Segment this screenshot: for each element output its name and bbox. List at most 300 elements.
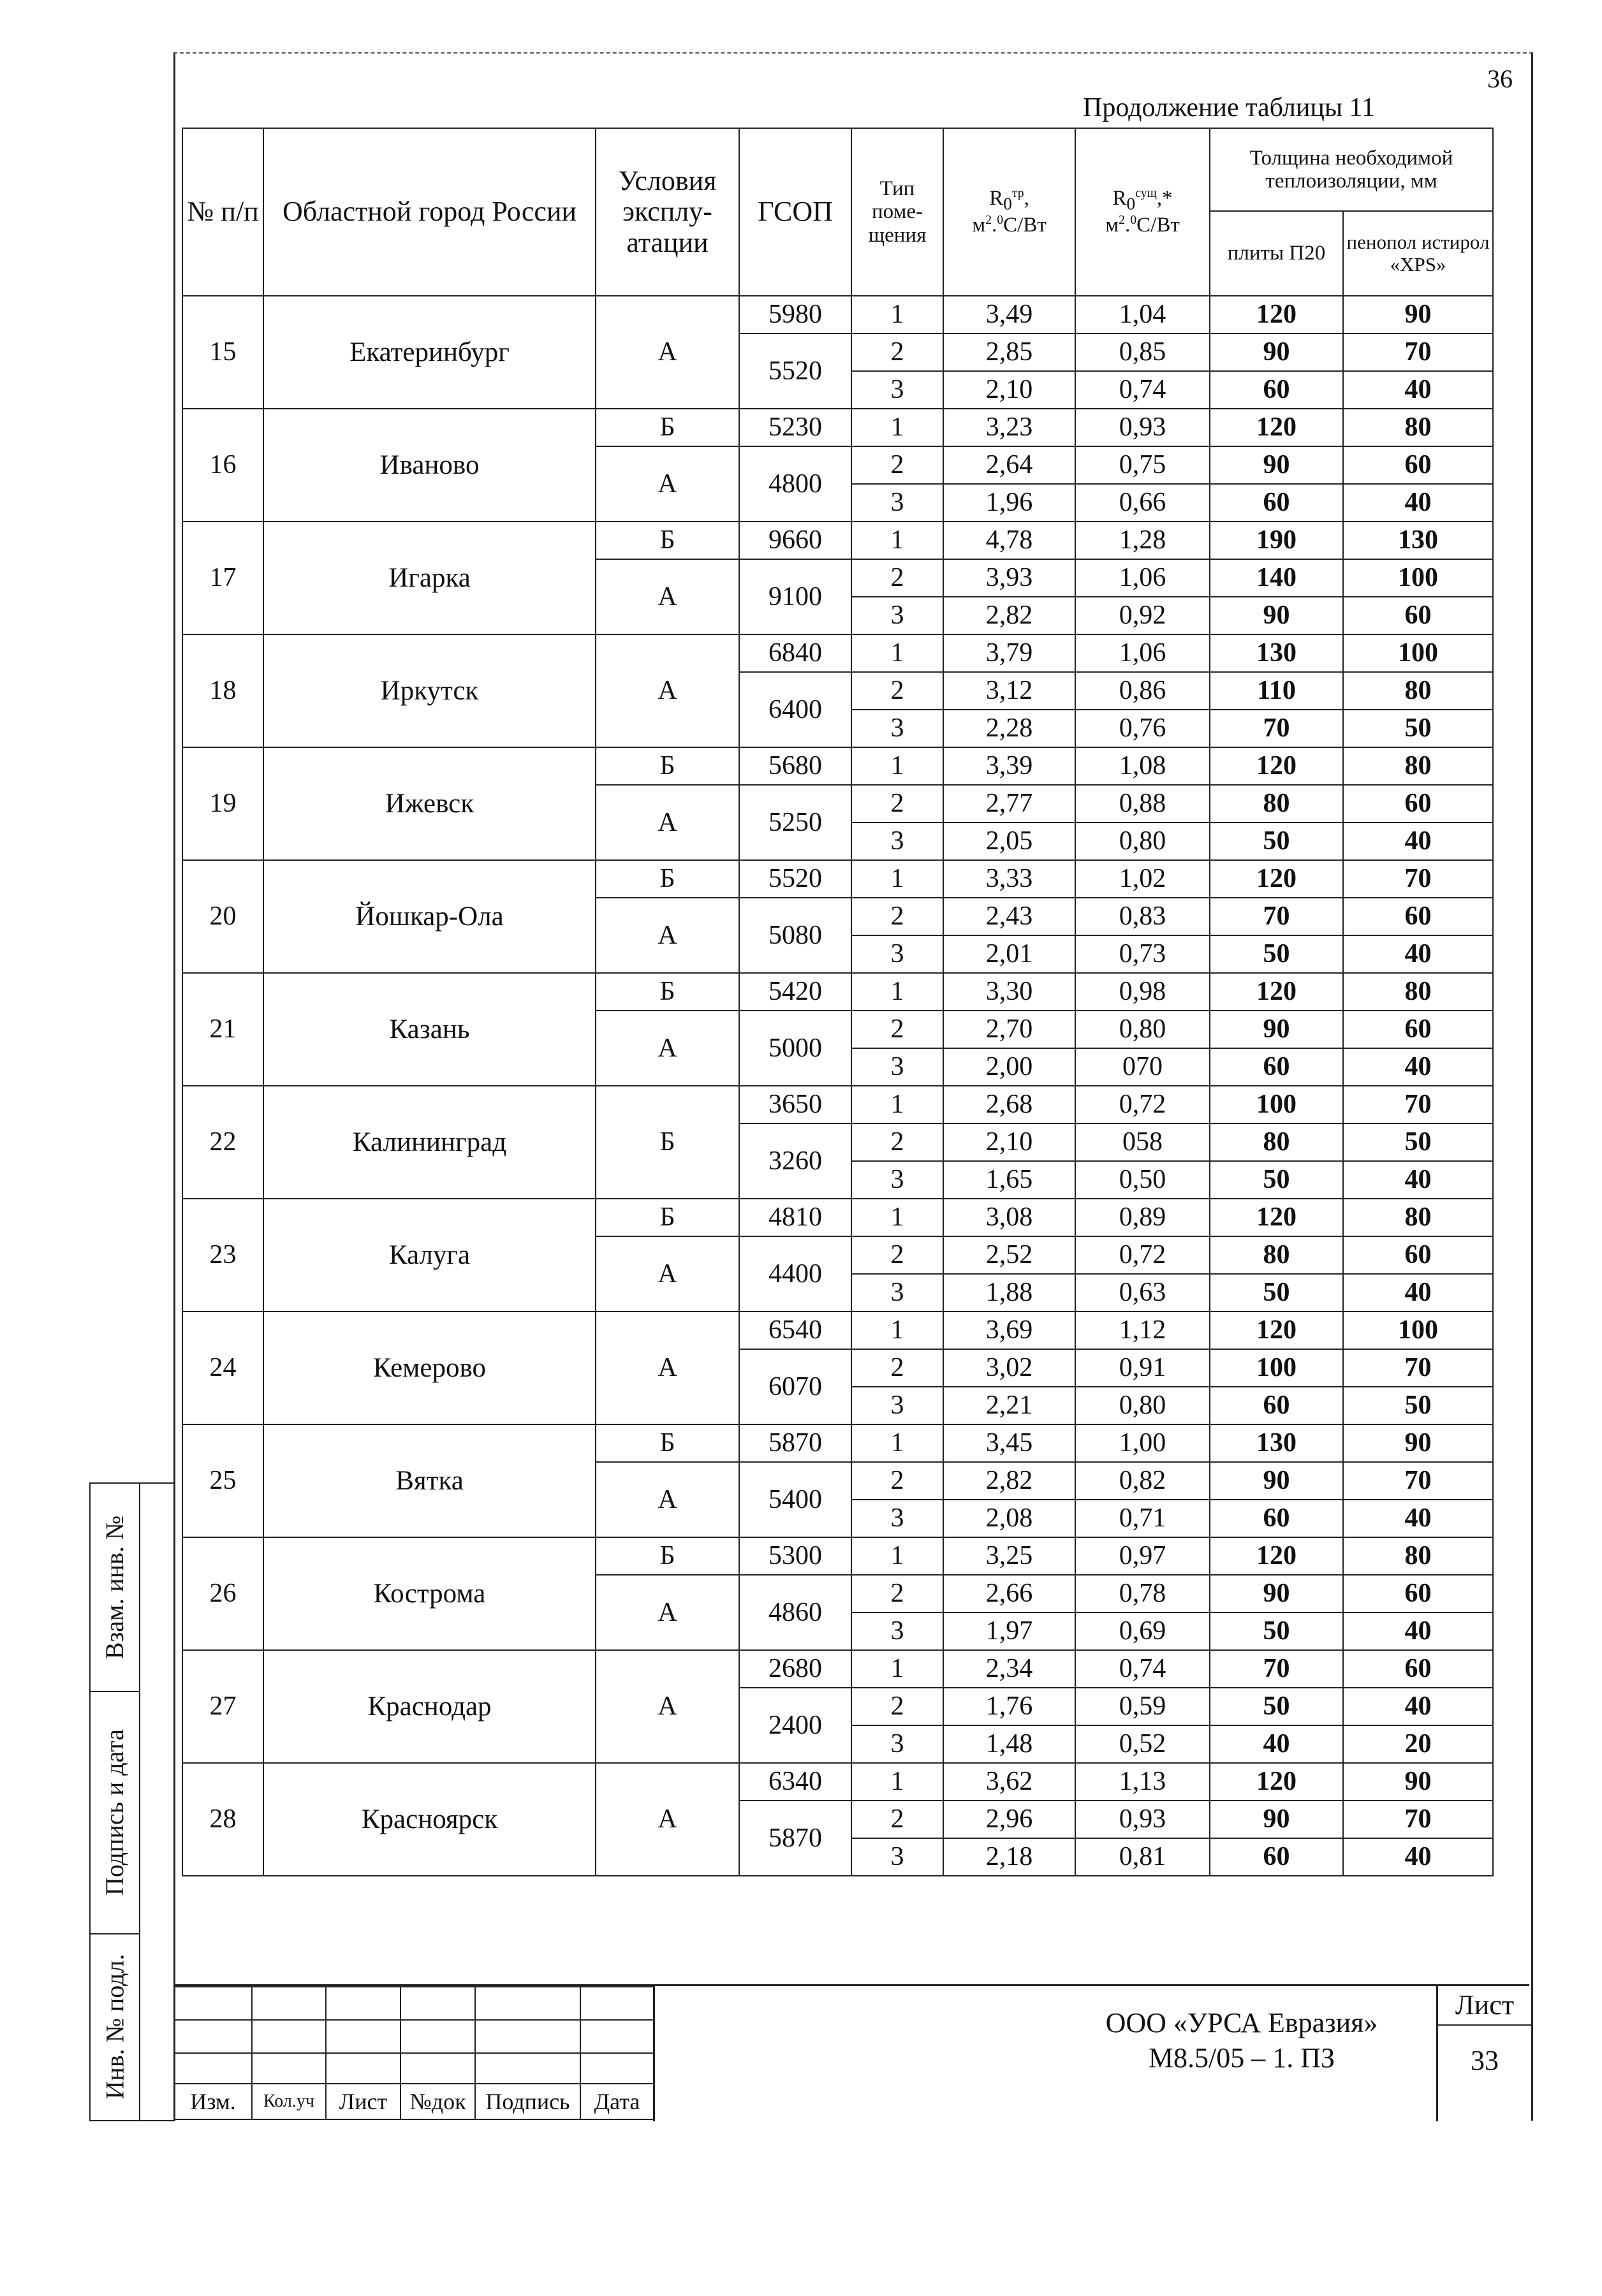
r-required: 1,65 <box>943 1161 1075 1199</box>
r-required: 2,52 <box>943 1236 1075 1274</box>
operating-conditions: А <box>596 446 739 522</box>
thickness-xps: 100 <box>1343 559 1493 597</box>
r-existing: 0,63 <box>1075 1274 1210 1312</box>
thickness-xps: 80 <box>1343 409 1493 446</box>
r-existing: 1,04 <box>1075 296 1210 333</box>
thickness-p20: 120 <box>1210 1537 1343 1575</box>
zam-inv-label: Взам. инв. № <box>100 1515 129 1660</box>
gsop-value: 5420 <box>739 973 851 1011</box>
thickness-xps: 60 <box>1343 1011 1493 1048</box>
r-existing: 0,75 <box>1075 446 1210 484</box>
gsop-value: 5000 <box>739 1011 851 1086</box>
thickness-xps: 80 <box>1343 747 1493 785</box>
thickness-p20: 90 <box>1210 1575 1343 1612</box>
row-number: 16 <box>182 409 263 522</box>
room-type: 3 <box>851 823 943 860</box>
thickness-xps: 60 <box>1343 1236 1493 1274</box>
thickness-p20: 80 <box>1210 1123 1343 1161</box>
room-type: 1 <box>851 1650 943 1688</box>
table-row <box>182 747 1493 785</box>
row-number: 18 <box>182 634 263 747</box>
table-row <box>182 1424 1493 1462</box>
header-conditions: Условия эксплу-атации <box>596 128 739 296</box>
sheet-label: Лист <box>1438 1986 1531 2026</box>
thickness-p20: 60 <box>1210 1048 1343 1086</box>
thickness-xps: 80 <box>1343 672 1493 710</box>
city-name: Игарка <box>263 522 596 634</box>
r-existing: 1,08 <box>1075 747 1210 785</box>
operating-conditions: Б <box>596 973 739 1011</box>
header-gsop: ГСОП <box>739 128 851 296</box>
table-row <box>182 296 1493 333</box>
header-xps: пенопол истирол «XPS» <box>1343 211 1493 296</box>
room-type: 3 <box>851 710 943 747</box>
thickness-xps: 70 <box>1343 860 1493 898</box>
thickness-p20: 120 <box>1210 1312 1343 1349</box>
thickness-p20: 60 <box>1210 1387 1343 1424</box>
table-row <box>182 522 1493 559</box>
top-sheet-number: 36 <box>1487 64 1513 93</box>
thickness-p20: 80 <box>1210 785 1343 823</box>
thickness-xps: 70 <box>1343 1801 1493 1838</box>
table-row <box>182 1763 1493 1801</box>
room-type: 3 <box>851 1725 943 1763</box>
r-existing: 0,93 <box>1075 409 1210 446</box>
operating-conditions: Б <box>596 409 739 446</box>
thickness-xps: 70 <box>1343 1462 1493 1500</box>
room-type: 1 <box>851 1086 943 1123</box>
room-type: 2 <box>851 1236 943 1274</box>
r-existing: 0,83 <box>1075 898 1210 935</box>
room-type: 2 <box>851 559 943 597</box>
room-type: 2 <box>851 1575 943 1612</box>
r-required: 2,05 <box>943 823 1075 860</box>
room-type: 1 <box>851 1537 943 1575</box>
gsop-value: 4800 <box>739 446 851 522</box>
r-required: 3,08 <box>943 1199 1075 1236</box>
r-required: 3,33 <box>943 860 1075 898</box>
r-existing: 0,52 <box>1075 1725 1210 1763</box>
r-existing: 0,66 <box>1075 484 1210 522</box>
inv-podl-label: Инв. № подл. <box>100 1954 129 2100</box>
r-required: 4,78 <box>943 522 1075 559</box>
room-type: 2 <box>851 1801 943 1838</box>
r-existing: 1,00 <box>1075 1424 1210 1462</box>
r-required: 3,49 <box>943 296 1075 333</box>
city-name: Кемерово <box>263 1312 596 1424</box>
thickness-xps: 70 <box>1343 1086 1493 1123</box>
thickness-p20: 50 <box>1210 1274 1343 1312</box>
r-required: 2,77 <box>943 785 1075 823</box>
city-name: Кострома <box>263 1537 596 1650</box>
city-name: Ижевск <box>263 747 596 860</box>
room-type: 2 <box>851 1688 943 1725</box>
r-required: 3,39 <box>943 747 1075 785</box>
r-existing: 1,06 <box>1075 559 1210 597</box>
thickness-xps: 40 <box>1343 1048 1493 1086</box>
r-required: 3,93 <box>943 559 1075 597</box>
sheet-number: 33 <box>1471 2045 1499 2076</box>
thickness-xps: 40 <box>1343 484 1493 522</box>
thickness-p20: 100 <box>1210 1086 1343 1123</box>
table-row <box>182 409 1493 446</box>
gsop-value: 5520 <box>739 860 851 898</box>
gsop-value: 5980 <box>739 296 851 333</box>
r-required: 3,79 <box>943 634 1075 672</box>
thickness-p20: 60 <box>1210 1500 1343 1537</box>
thickness-xps: 80 <box>1343 1199 1493 1236</box>
thickness-p20: 70 <box>1210 710 1343 747</box>
row-number: 17 <box>182 522 263 634</box>
room-type: 2 <box>851 1011 943 1048</box>
gsop-value: 9660 <box>739 522 851 559</box>
r-existing: 0,72 <box>1075 1236 1210 1274</box>
r-existing: 0,50 <box>1075 1161 1210 1199</box>
room-type: 2 <box>851 898 943 935</box>
col-podpis: Подпись <box>475 2084 580 2119</box>
operating-conditions: Б <box>596 1199 739 1236</box>
gsop-value: 2680 <box>739 1650 851 1688</box>
r-existing: 0,92 <box>1075 597 1210 634</box>
room-type: 1 <box>851 634 943 672</box>
thickness-p20: 70 <box>1210 1650 1343 1688</box>
operating-conditions: А <box>596 634 739 747</box>
r-required: 2,10 <box>943 1123 1075 1161</box>
r-existing: 0,80 <box>1075 1387 1210 1424</box>
thickness-xps: 100 <box>1343 1312 1493 1349</box>
col-izm: Изм. <box>174 2084 252 2119</box>
operating-conditions: А <box>596 1236 739 1312</box>
thickness-p20: 50 <box>1210 935 1343 973</box>
row-number: 23 <box>182 1199 263 1312</box>
thickness-p20: 130 <box>1210 1424 1343 1462</box>
r-required: 2,28 <box>943 710 1075 747</box>
row-number: 24 <box>182 1312 263 1424</box>
thickness-p20: 50 <box>1210 1161 1343 1199</box>
row-number: 21 <box>182 973 263 1086</box>
operating-conditions: Б <box>596 860 739 898</box>
r-required: 2,21 <box>943 1387 1075 1424</box>
room-type: 3 <box>851 1500 943 1537</box>
room-type: 2 <box>851 785 943 823</box>
thickness-xps: 60 <box>1343 898 1493 935</box>
r-required: 2,70 <box>943 1011 1075 1048</box>
r-required: 2,85 <box>943 333 1075 371</box>
operating-conditions: Б <box>596 522 739 559</box>
r-existing: 0,98 <box>1075 973 1210 1011</box>
thickness-p20: 100 <box>1210 1349 1343 1387</box>
room-type: 3 <box>851 597 943 634</box>
thickness-p20: 140 <box>1210 559 1343 597</box>
room-type: 2 <box>851 1123 943 1161</box>
room-type: 2 <box>851 1349 943 1387</box>
thickness-p20: 90 <box>1210 446 1343 484</box>
room-type: 1 <box>851 522 943 559</box>
header-thickness-group: Толщина необходимой теплоизоляции, мм <box>1210 128 1493 211</box>
thickness-xps: 40 <box>1343 1688 1493 1725</box>
r-existing: 0,69 <box>1075 1612 1210 1650</box>
room-type: 1 <box>851 860 943 898</box>
row-number: 27 <box>182 1650 263 1763</box>
city-name: Калуга <box>263 1199 596 1312</box>
thickness-p20: 120 <box>1210 860 1343 898</box>
row-number: 26 <box>182 1537 263 1650</box>
operating-conditions: А <box>596 559 739 634</box>
room-type: 3 <box>851 371 943 409</box>
room-type: 1 <box>851 1199 943 1236</box>
thickness-xps: 40 <box>1343 371 1493 409</box>
city-name: Калининград <box>263 1086 596 1199</box>
r-existing: 0,86 <box>1075 672 1210 710</box>
row-number: 22 <box>182 1086 263 1199</box>
gsop-value: 6840 <box>739 634 851 672</box>
thickness-p20: 50 <box>1210 823 1343 860</box>
thickness-p20: 60 <box>1210 484 1343 522</box>
gsop-value: 6340 <box>739 1763 851 1801</box>
city-name: Краснодар <box>263 1650 596 1763</box>
col-data: Дата <box>580 2084 654 2119</box>
gsop-value: 6540 <box>739 1312 851 1349</box>
thickness-p20: 120 <box>1210 1763 1343 1801</box>
room-type: 3 <box>851 1048 943 1086</box>
thickness-xps: 40 <box>1343 1500 1493 1537</box>
city-name: Красноярск <box>263 1763 596 1876</box>
table-caption: Продолжение таблицы 11 <box>1083 93 1376 122</box>
sheet-box <box>1436 1986 1531 2121</box>
room-type: 1 <box>851 1312 943 1349</box>
r-existing: 0,59 <box>1075 1688 1210 1725</box>
thickness-xps: 60 <box>1343 597 1493 634</box>
r-existing: 0,82 <box>1075 1462 1210 1500</box>
r-required: 3,62 <box>943 1763 1075 1801</box>
r-existing: 070 <box>1075 1048 1210 1086</box>
r-required: 1,97 <box>943 1612 1075 1650</box>
r-required: 2,10 <box>943 371 1075 409</box>
gsop-value: 5870 <box>739 1424 851 1462</box>
r-required: 3,02 <box>943 1349 1075 1387</box>
room-type: 1 <box>851 747 943 785</box>
header-room-type: Тип поме-щения <box>851 128 943 296</box>
thickness-xps: 40 <box>1343 1161 1493 1199</box>
thickness-p20: 60 <box>1210 371 1343 409</box>
r-required: 2,00 <box>943 1048 1075 1086</box>
r-required: 2,43 <box>943 898 1075 935</box>
room-type: 3 <box>851 1274 943 1312</box>
thickness-p20: 120 <box>1210 973 1343 1011</box>
operating-conditions: А <box>596 1312 739 1424</box>
header-r-existing: $R_0^{сущ},*$ $м^2.^0С/Вт$ <box>1075 128 1210 296</box>
r-existing: 0,93 <box>1075 1801 1210 1838</box>
r-existing: 058 <box>1075 1123 1210 1161</box>
thickness-xps: 20 <box>1343 1725 1493 1763</box>
thickness-xps: 50 <box>1343 1123 1493 1161</box>
col-list: Лист <box>326 2084 400 2119</box>
r-existing: 0,71 <box>1075 1500 1210 1537</box>
operating-conditions: А <box>596 785 739 860</box>
gsop-value: 5870 <box>739 1801 851 1876</box>
col-ndok: №док <box>400 2084 475 2119</box>
city-name: Иркутск <box>263 634 596 747</box>
gsop-value: 5400 <box>739 1462 851 1537</box>
r-existing: 0,78 <box>1075 1575 1210 1612</box>
thickness-p20: 120 <box>1210 747 1343 785</box>
r-existing: 0,72 <box>1075 1086 1210 1123</box>
thickness-xps: 90 <box>1343 1424 1493 1462</box>
room-type: 3 <box>851 484 943 522</box>
thickness-p20: 50 <box>1210 1688 1343 1725</box>
room-type: 2 <box>851 1462 943 1500</box>
city-name: Йошкар-Ола <box>263 860 596 973</box>
thickness-p20: 60 <box>1210 1838 1343 1876</box>
thickness-p20: 40 <box>1210 1725 1343 1763</box>
thickness-xps: 80 <box>1343 973 1493 1011</box>
r-required: 1,96 <box>943 484 1075 522</box>
header-num: № п/п <box>182 128 263 296</box>
thickness-p20: 120 <box>1210 296 1343 333</box>
thickness-xps: 60 <box>1343 446 1493 484</box>
room-type: 1 <box>851 1424 943 1462</box>
thickness-p20: 190 <box>1210 522 1343 559</box>
operating-conditions: Б <box>596 1086 739 1199</box>
thickness-xps: 40 <box>1343 935 1493 973</box>
row-number: 20 <box>182 860 263 973</box>
operating-conditions: А <box>596 1763 739 1876</box>
r-required: 1,48 <box>943 1725 1075 1763</box>
row-number: 28 <box>182 1763 263 1876</box>
row-number: 19 <box>182 747 263 860</box>
r-existing: 0,85 <box>1075 333 1210 371</box>
table-row <box>182 1086 1493 1123</box>
header-p20: плиты П20 <box>1210 211 1343 296</box>
header-city: Областной город России <box>263 128 596 296</box>
city-name: Иваново <box>263 409 596 522</box>
gsop-value: 9100 <box>739 559 851 634</box>
room-type: 3 <box>851 1161 943 1199</box>
r-existing: 0,76 <box>1075 710 1210 747</box>
operating-conditions: Б <box>596 1537 739 1575</box>
room-type: 1 <box>851 409 943 446</box>
r-existing: 0,91 <box>1075 1349 1210 1387</box>
revision-table <box>173 1986 654 2120</box>
city-name: Вятка <box>263 1424 596 1537</box>
insulation-table <box>182 128 1494 1876</box>
gsop-value: 3260 <box>739 1123 851 1199</box>
room-type: 1 <box>851 973 943 1011</box>
table-row <box>182 1537 1493 1575</box>
r-required: 3,30 <box>943 973 1075 1011</box>
header-r-required: $R_0^{тр}$, $м^2.^0С/Вт$ <box>943 128 1075 296</box>
r-required: 2,66 <box>943 1575 1075 1612</box>
city-name: Казань <box>263 973 596 1086</box>
table-row <box>182 1199 1493 1236</box>
thickness-p20: 120 <box>1210 1199 1343 1236</box>
room-type: 1 <box>851 1763 943 1801</box>
gsop-value: 4400 <box>739 1236 851 1312</box>
room-type: 3 <box>851 935 943 973</box>
left-approval-strip <box>89 1482 175 2121</box>
thickness-xps: 60 <box>1343 785 1493 823</box>
table-row <box>182 1312 1493 1349</box>
r-required: 3,45 <box>943 1424 1075 1462</box>
r-existing: 1,02 <box>1075 860 1210 898</box>
thickness-xps: 40 <box>1343 1838 1493 1876</box>
room-type: 1 <box>851 296 943 333</box>
operating-conditions: Б <box>596 747 739 785</box>
room-type: 2 <box>851 333 943 371</box>
document-code: М8.5/05 – 1. ПЗ <box>1148 2042 1335 2073</box>
r-required: 2,96 <box>943 1801 1075 1838</box>
r-required: 2,08 <box>943 1500 1075 1537</box>
thickness-xps: 40 <box>1343 823 1493 860</box>
r-required: 1,76 <box>943 1688 1075 1725</box>
gsop-value: 3650 <box>739 1086 851 1123</box>
table-row <box>182 1650 1493 1688</box>
thickness-p20: 80 <box>1210 1236 1343 1274</box>
thickness-p20: 90 <box>1210 1011 1343 1048</box>
table-row <box>182 973 1493 1011</box>
r-existing: 0,89 <box>1075 1199 1210 1236</box>
r-required: 2,18 <box>943 1838 1075 1876</box>
operating-conditions: А <box>596 296 739 409</box>
operating-conditions: Б <box>596 1424 739 1462</box>
thickness-p20: 50 <box>1210 1612 1343 1650</box>
gsop-value: 5680 <box>739 747 851 785</box>
gsop-value: 5520 <box>739 333 851 409</box>
thickness-xps: 70 <box>1343 1349 1493 1387</box>
gsop-value: 6400 <box>739 672 851 747</box>
r-required: 2,82 <box>943 597 1075 634</box>
r-existing: 1,06 <box>1075 634 1210 672</box>
r-required: 3,69 <box>943 1312 1075 1349</box>
thickness-xps: 40 <box>1343 1612 1493 1650</box>
thickness-p20: 90 <box>1210 1462 1343 1500</box>
podpis-data-label: Подпись и дата <box>100 1729 129 1896</box>
thickness-xps: 90 <box>1343 1763 1493 1801</box>
row-number: 15 <box>182 296 263 409</box>
r-required: 2,34 <box>943 1650 1075 1688</box>
thickness-xps: 80 <box>1343 1537 1493 1575</box>
r-required: 2,68 <box>943 1086 1075 1123</box>
r-existing: 0,80 <box>1075 823 1210 860</box>
thickness-p20: 130 <box>1210 634 1343 672</box>
operating-conditions: А <box>596 1462 739 1537</box>
thickness-xps: 50 <box>1343 1387 1493 1424</box>
organization-name: ООО «УРСА Евразия» <box>1105 2007 1378 2038</box>
r-existing: 0,80 <box>1075 1011 1210 1048</box>
thickness-xps: 100 <box>1343 634 1493 672</box>
gsop-value: 4810 <box>739 1199 851 1236</box>
thickness-p20: 90 <box>1210 1801 1343 1838</box>
operating-conditions: А <box>596 898 739 973</box>
r-required: 3,12 <box>943 672 1075 710</box>
room-type: 3 <box>851 1838 943 1876</box>
room-type: 2 <box>851 446 943 484</box>
col-kol-uch: Кол.уч <box>252 2084 326 2119</box>
thickness-p20: 90 <box>1210 333 1343 371</box>
thickness-xps: 70 <box>1343 333 1493 371</box>
room-type: 2 <box>851 672 943 710</box>
thickness-p20: 110 <box>1210 672 1343 710</box>
r-required: 2,01 <box>943 935 1075 973</box>
r-existing: 0,97 <box>1075 1537 1210 1575</box>
thickness-xps: 40 <box>1343 1274 1493 1312</box>
gsop-value: 5230 <box>739 409 851 446</box>
r-required: 3,23 <box>943 409 1075 446</box>
thickness-xps: 60 <box>1343 1575 1493 1612</box>
r-existing: 0,74 <box>1075 1650 1210 1688</box>
city-name: Екатеринбург <box>263 296 596 409</box>
r-required: 1,88 <box>943 1274 1075 1312</box>
